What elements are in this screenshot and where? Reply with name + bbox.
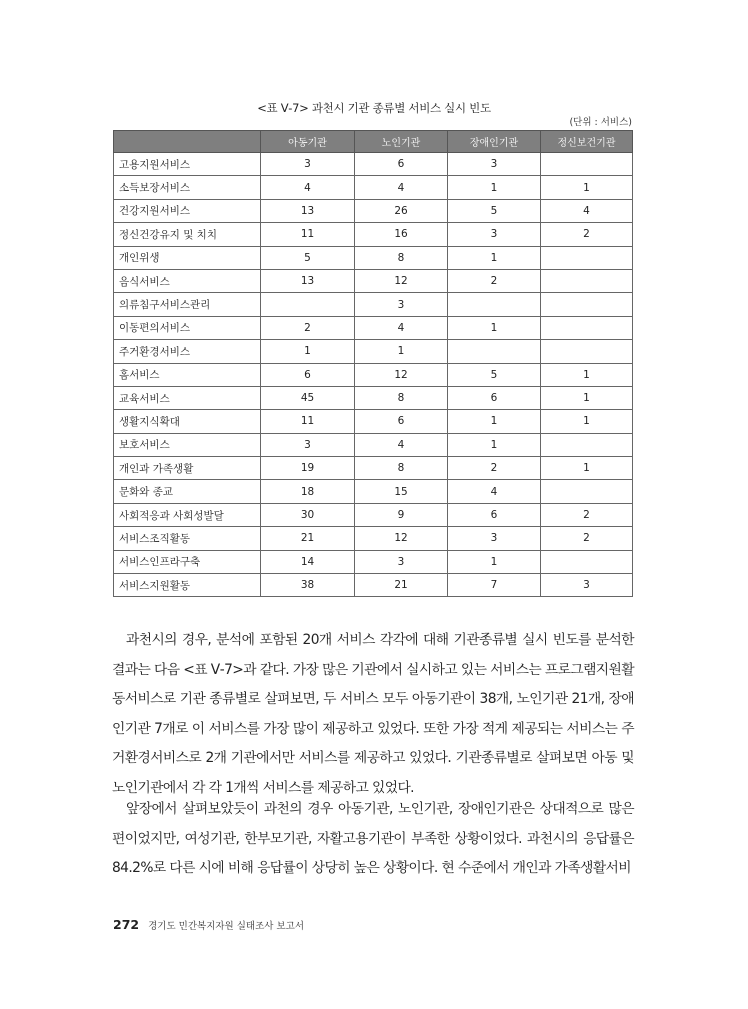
table-cell: 5 [448,363,541,386]
header-cell [114,131,261,153]
table-row [114,316,633,339]
table-row [114,293,633,316]
row-label: 개인과 가족생활 [114,457,261,480]
table-cell: 3 [448,153,541,176]
table-cell: 2 [448,269,541,292]
table-cell: 6 [355,410,448,433]
row-label: 서비스조직활동 [114,527,261,550]
table-cell: 18 [261,480,355,503]
table-cell: 9 [355,503,448,526]
table-cell: 1 [448,246,541,269]
table-row [114,363,633,386]
table-cell [541,269,633,292]
table-row [114,503,633,526]
table-row [114,153,633,176]
table-cell: 6 [355,153,448,176]
table-cell: 3 [541,574,633,597]
report-title: 경기도 민간복지자원 실태조사 보고서 [148,921,305,932]
table-cell: 21 [261,527,355,550]
table-cell: 12 [355,527,448,550]
table-row [114,199,633,222]
row-label: 사회적응과 사회성발달 [114,503,261,526]
row-label: 홈서비스 [114,363,261,386]
table-cell: 13 [261,199,355,222]
table-cell: 5 [261,246,355,269]
row-label: 이동편의서비스 [114,316,261,339]
row-label: 의류침구서비스관리 [114,293,261,316]
row-label: 정신건강유지 및 치치 [114,223,261,246]
table-row [114,269,633,292]
paragraph-text: 앞장에서 살펴보았듯이 과천의 경우 아동기관, 노인기관, 장애인기관은 상대적으로 많은 편이었지만, 여성기관, 한부모기관, 자활고용기관이 부족한 상황이었다. 과천시의 응답률은 84.2%로 다른 시에 비해 응답률이 상당히 높은 상황이다. 현 수준에서 개인과 가족생활서비 [112,801,634,876]
table-cell: 4 [355,433,448,456]
table-cell: 1 [448,410,541,433]
table-cell [541,550,633,573]
table-cell: 3 [448,527,541,550]
table-cell: 1 [355,340,448,363]
table-cell: 3 [355,293,448,316]
page-footer [113,917,304,932]
table-cell: 8 [355,246,448,269]
row-label: 건강지원서비스 [114,199,261,222]
table-cell: 3 [261,433,355,456]
header-cell: 아동기관 [261,131,355,153]
table-row [114,176,633,199]
table-cell: 5 [448,199,541,222]
table-cell: 8 [355,457,448,480]
row-label: 소득보장서비스 [114,176,261,199]
table-row [114,457,633,480]
row-label: 주거환경서비스 [114,340,261,363]
row-label: 서비스인프라구축 [114,550,261,573]
table-cell: 1 [261,340,355,363]
table-cell: 4 [261,176,355,199]
header-cell: 정신보건기관 [541,131,633,153]
table-row [114,340,633,363]
frequency-table [113,130,633,597]
table-cell: 19 [261,457,355,480]
table-cell: 1 [541,386,633,409]
table-row [114,386,633,409]
table-cell: 26 [355,199,448,222]
table-cell: 3 [355,550,448,573]
table-cell: 3 [261,153,355,176]
table-row [114,223,633,246]
table-cell: 13 [261,269,355,292]
table-cell: 2 [541,223,633,246]
table-cell: 30 [261,503,355,526]
table-cell [261,293,355,316]
table-cell: 1 [448,176,541,199]
table-cell: 1 [541,457,633,480]
table-cell: 12 [355,363,448,386]
table-cell: 4 [355,316,448,339]
table-cell: 6 [448,386,541,409]
row-label: 고용지원서비스 [114,153,261,176]
table-cell: 14 [261,550,355,573]
table-cell: 2 [541,503,633,526]
table-cell [541,433,633,456]
row-label: 서비스지원활동 [114,574,261,597]
table-cell [541,480,633,503]
table-cell: 3 [448,223,541,246]
table-cell [541,340,633,363]
table-cell: 45 [261,386,355,409]
table-cell: 2 [261,316,355,339]
table-cell: 16 [355,223,448,246]
table-cell [541,153,633,176]
table-cell: 11 [261,410,355,433]
table-unit: (단위 : 서비스) [569,117,632,128]
table-cell: 15 [355,480,448,503]
table-row [114,480,633,503]
table-cell: 1 [448,550,541,573]
table-caption: <표 Ⅴ-7> 과천시 기관 종류별 서비스 실시 빈도 [257,101,491,115]
table-cell [448,340,541,363]
row-label: 음식서비스 [114,269,261,292]
paragraph-text: 과천시의 경우, 분석에 포함된 20개 서비스 각각에 대해 기관종류별 실시 빈도를 분석한 결과는 다음 <표 Ⅴ-7>과 같다. 가장 많은 기관에서 실시하고 있는 서비스는 프로그램지원활동서비스로 기관 종류별로 살펴보면, 두 서비스 모두 아동기관이 38개, 노인기관 21개, 장애인기관 7개로 이 서비스를 가장 많이 제공하고 있었다. 또한 가장 적게 제공되는 서비스는 주거환경서비스로 2개 기관에서만 서비스를 제공하고 있었다. 기관종류별로 살펴보면 아동 및 노인기관에서 각 각 1개씩 서비스를 제공하고 있었다. [112,632,634,796]
table-cell: 1 [541,410,633,433]
table-cell [541,293,633,316]
body-paragraph-1 [112,626,634,803]
table-row [114,410,633,433]
table-header-row [114,131,633,153]
table-cell: 1 [448,433,541,456]
table-cell: 1 [541,176,633,199]
table-cell [541,316,633,339]
row-label: 생활지식확대 [114,410,261,433]
table-cell: 2 [448,457,541,480]
body-paragraph-2 [112,795,634,884]
row-label: 교육서비스 [114,386,261,409]
row-label: 개인위생 [114,246,261,269]
table-cell: 12 [355,269,448,292]
table-cell: 4 [448,480,541,503]
table-cell: 7 [448,574,541,597]
table-cell: 11 [261,223,355,246]
table-cell: 6 [261,363,355,386]
table-cell: 38 [261,574,355,597]
table-cell [541,246,633,269]
page-number: 272 [113,917,140,932]
row-label: 문화와 종교 [114,480,261,503]
table-row [114,246,633,269]
table-row [114,433,633,456]
header-cell: 장애인기관 [448,131,541,153]
table-cell: 1 [541,363,633,386]
table-cell: 2 [541,527,633,550]
table-cell: 1 [448,316,541,339]
table-row [114,574,633,597]
table-cell: 4 [355,176,448,199]
table-cell: 6 [448,503,541,526]
table-row [114,527,633,550]
table-cell [448,293,541,316]
table-row [114,550,633,573]
table-cell: 4 [541,199,633,222]
table-cell: 8 [355,386,448,409]
table-body [114,153,633,597]
table-cell: 21 [355,574,448,597]
row-label: 보호서비스 [114,433,261,456]
header-cell: 노인기관 [355,131,448,153]
